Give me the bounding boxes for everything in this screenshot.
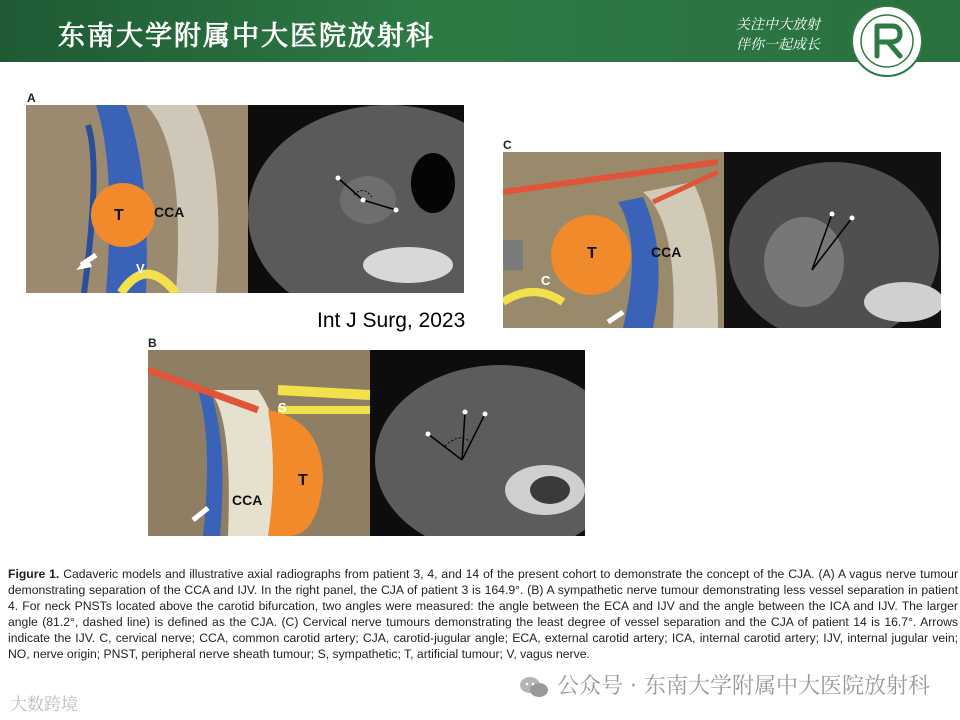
department-title: 东南大学附属中大医院放射科: [58, 21, 435, 52]
slogan-line-1: 关注中大放射: [736, 17, 820, 33]
panel-b-ct-scan: [370, 350, 585, 536]
citation-text: Int J Surg, 2023: [317, 309, 466, 332]
panel-c-ct-scan: [724, 152, 941, 328]
label-a-t: T: [114, 207, 124, 224]
panel-a-cadaver-photo: [26, 105, 248, 293]
panel-c-letter: C: [503, 138, 512, 152]
label-b-cca: CCA: [232, 492, 263, 508]
header-banner: [0, 0, 960, 62]
panel-a-ct-scan: [248, 105, 464, 293]
panel-a-letter: A: [27, 91, 36, 105]
label-a-v: V: [136, 261, 145, 276]
label-c-c: C: [541, 273, 551, 288]
department-logo: [850, 4, 924, 78]
watermark-left: [10, 690, 78, 715]
figure-caption: [8, 566, 958, 662]
label-c-t: T: [587, 245, 597, 262]
label-c-cca: CCA: [651, 244, 682, 260]
watermark-left-text: 大数跨境: [10, 695, 78, 715]
slogan-line-2: 伴你一起成长: [736, 37, 820, 53]
caption-label: Figure 1.: [8, 567, 60, 581]
watermark-right-text: 公众号 · 东南大学附属中大医院放射科: [557, 674, 930, 699]
wechat-icon: [519, 676, 549, 698]
label-b-t: T: [298, 472, 308, 489]
caption-text: Cadaveric models and illustrative axial radiographs from patient 3, 4, and 14 of the present cohort to demonstrate the concept of the CJA. (A) A vagus nerve tumour demonstrating separation of the CCA and IJV. In the right panel, the CJA of patient 3 is 164.9°. (B) A sympathetic nerve tumour demonstrating less vessel separation in patient 4. For neck PNSTs located above the carotid bifurcation, two angles were measured: the angle between the ECA and IJV and the angle between the ICA and IJV. The larger angle (81.2°, dashed line) is defined as the CJA. (C) Cervical nerve tumours demonstrating the least degree of vessel separation and the CJA of patient 14 is 16.7°. Arrows indicate the IJV. C, cervical nerve; CCA, common carotid artery; CJA, carotid-jugular angle; ECA, external carotid artery; ICA, internal carotid artery; IJV, internal jugular vein; NO, nerve origin; PNST, peripheral nerve sheath tumour; S, sympathetic; T, artificial tumour; V, vagus nerve.: [8, 567, 958, 661]
label-a-cca: CCA: [154, 204, 185, 220]
watermark-right: [519, 669, 930, 700]
panel-b-letter: B: [148, 336, 157, 350]
panel-c-cadaver-photo: [503, 152, 724, 328]
label-b-s: S: [278, 400, 287, 415]
panel-b-cadaver-photo: [148, 350, 370, 536]
